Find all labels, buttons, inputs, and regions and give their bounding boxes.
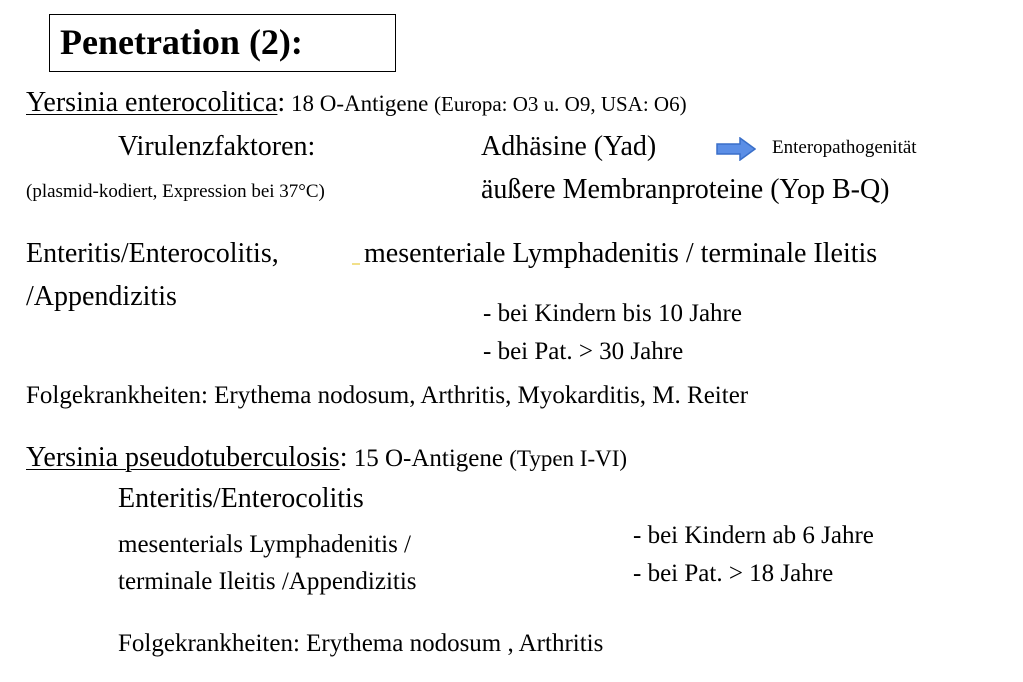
age-group-patients: - bei Pat. > 30 Jahre	[483, 338, 684, 365]
age-group-children: - bei Kindern bis 10 Jahre	[483, 300, 742, 327]
antigen-types: (Typen I-VI)	[509, 446, 628, 471]
enteropathogenicity-label: Enteropathogenität	[772, 137, 917, 158]
antigen-count: 18 O-Antigene	[285, 91, 435, 116]
highlight-mark	[352, 263, 360, 265]
disease-lymphadenitis: mesenterials Lymphadenitis /	[118, 531, 411, 558]
section2-heading	[26, 444, 627, 472]
disease-line-1a: Enteritis/Enterocolitis,	[26, 238, 279, 269]
sequelae-pseudotuberculosis: Folgekrankheiten: Erythema nodosum , Arthritis	[118, 630, 604, 657]
age-group-patients: - bei Pat. > 18 Jahre	[633, 560, 834, 587]
age-group-children: - bei Kindern ab 6 Jahre	[633, 522, 874, 549]
disease-line-2: /Appendizitis	[26, 281, 177, 312]
right-arrow-icon	[716, 137, 756, 161]
heading-colon: :	[339, 442, 348, 473]
plasmid-note: (plasmid-kodiert, Expression bei 37°C)	[26, 181, 325, 202]
heading-colon: :	[277, 87, 286, 118]
virulence-factor-adhesins: Adhäsine (Yad)	[481, 131, 657, 162]
virulence-factor-yop: äußere Membranproteine (Yop B-Q)	[481, 174, 890, 205]
virulence-label: Virulenzfaktoren:	[118, 131, 316, 162]
antigen-count: 15 O-Antigene	[347, 445, 510, 472]
section1-heading	[26, 89, 687, 117]
antigen-serotypes: (Europa: O3 u. O9, USA: O6)	[434, 92, 687, 116]
disease-enteritis: Enteritis/Enterocolitis	[118, 483, 364, 514]
sequelae-enterocolitica: Folgekrankheiten: Erythema nodosum, Arthritis, Myokarditis, M. Reiter	[26, 382, 749, 409]
organism-name-enterocolitica: Yersinia enterocolitica	[26, 87, 278, 118]
slide-title: Penetration (2):	[60, 22, 303, 62]
disease-line-1b: mesenteriale Lymphadenitis / terminale Ileitis	[364, 238, 878, 269]
organism-name-pseudotuberculosis: Yersinia pseudotuberculosis	[26, 442, 340, 473]
disease-ileitis: terminale Ileitis /Appendizitis	[118, 568, 417, 595]
